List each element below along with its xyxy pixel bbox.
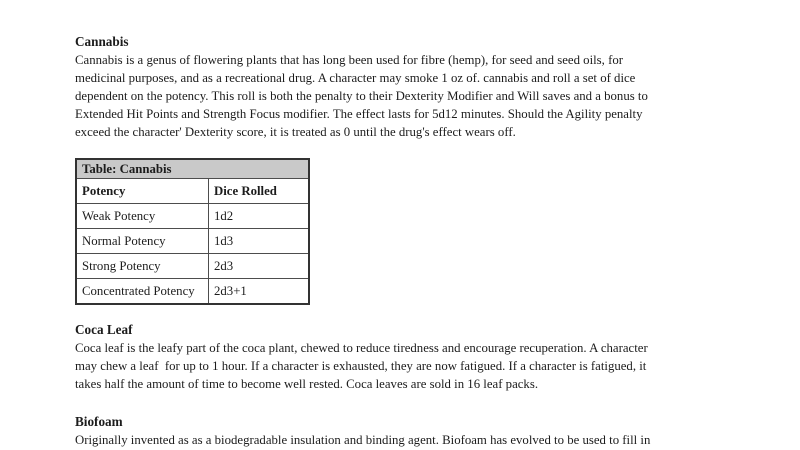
text-line: medicinal purposes, and as a recreational drug. A character may smoke 1 oz of. cannabis and roll a set of dice xyxy=(75,71,636,85)
dice-cell: 2d3 xyxy=(209,254,310,279)
section-heading-cannabis: Cannabis xyxy=(75,34,129,49)
table-row xyxy=(76,229,309,254)
cannabis-paragraph xyxy=(75,51,760,141)
text-line: Coca leaf is the leafy part of the coca plant, chewed to reduce tiredness and encourage recuperation. A character xyxy=(75,341,648,355)
table-header-row xyxy=(76,179,309,204)
potency-cell: Normal Potency xyxy=(76,229,209,254)
dice-cell: 1d3 xyxy=(209,229,310,254)
potency-cell: Weak Potency xyxy=(76,204,209,229)
cannabis-potency-table xyxy=(75,158,310,305)
text-line: Originally invented as as a biodegradable insulation and binding agent. Biofoam has evolved to be used to fill in xyxy=(75,433,651,447)
text-line: may chew a leaf for up to 1 hour. If a character is exhausted, they are now fatigued. If a character is fatigued, it xyxy=(75,359,647,373)
coca-leaf-paragraph xyxy=(75,339,760,393)
table-row xyxy=(76,254,309,279)
table-row xyxy=(76,279,309,305)
section-heading-coca-leaf: Coca Leaf xyxy=(75,322,133,337)
text-line: dependent on the potency. This roll is both the penalty to their Dexterity Modifier and Will saves and a bonus to xyxy=(75,89,648,103)
text-line: exceed the character' Dexterity score, it is treated as 0 until the drug's effect wears off. xyxy=(75,125,516,139)
dice-cell: 1d2 xyxy=(209,204,310,229)
biofoam-paragraph xyxy=(75,431,760,449)
text-line: takes half the amount of time to become well rested. Coca leaves are sold in 16 leaf packs. xyxy=(75,377,539,391)
column-header-dice-rolled: Dice Rolled xyxy=(209,179,310,204)
table-row xyxy=(76,204,309,229)
table-title-row xyxy=(76,159,309,179)
table-title: Table: Cannabis xyxy=(76,159,309,179)
potency-cell: Strong Potency xyxy=(76,254,209,279)
dice-cell: 2d3+1 xyxy=(209,279,310,305)
text-line: Extended Hit Points and Strength Focus modifier. The effect lasts for 5d12 minutes. Should the Agility penalty xyxy=(75,107,643,121)
section-heading-biofoam: Biofoam xyxy=(75,414,123,429)
potency-cell: Concentrated Potency xyxy=(76,279,209,305)
column-header-potency: Potency xyxy=(76,179,209,204)
text-line: Cannabis is a genus of flowering plants that has long been used for fibre (hemp), for seed and seed oils, for xyxy=(75,53,623,67)
